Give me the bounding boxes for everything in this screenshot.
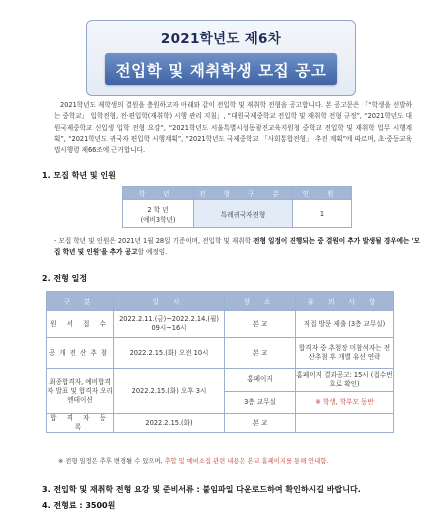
row-label: 합 격 자 등 록 bbox=[47, 414, 114, 433]
recruitment-table bbox=[122, 186, 352, 228]
schedule-footnote bbox=[58, 456, 328, 465]
section4-text: 4. 전형료 : 3500원 bbox=[42, 501, 116, 510]
recruitment-note bbox=[54, 236, 426, 258]
row-place: 본 교 bbox=[225, 414, 296, 433]
row-note: 합격자 중 추첨장 미참석자는 전산추첨 후 개별 유선 연락 bbox=[296, 338, 394, 369]
row-label: 공개전산추첨 bbox=[47, 338, 114, 369]
schedule-table-header bbox=[47, 292, 394, 311]
row-place: 본 교 bbox=[225, 338, 296, 369]
header-place: 장 소 bbox=[225, 292, 296, 311]
row-note bbox=[296, 414, 394, 433]
note-bold: 전형 일정이 진행되는 중 결원이 추가 발생될 경우에는 '모집 학년 및 인원'을 추가 공고 bbox=[54, 237, 421, 256]
table-row bbox=[47, 414, 394, 433]
intro-text: 2021학년도 재학생의 결원을 충원하고자 아래와 같이 전입학 및 재취학 전형을 공고합니다. 본 공고문은 「“학생을 선발하는 중학교」 입학전형, 전·편입학(재취학) 시행 관리 지침」, “대원국제중학교 전입학 및 재취학 전형 규정”, “2021학년도 대원국제중학교 신입생 입학 전형 요강”, “2021학년도 서울특별시성동광진교육지원청 중학교 전입학 및 재취학 업무 시행계획”, “2021학년도 귀국자 편입학 시행계획”, “2021학년도 국제중학교 「사회통합전형」 추진 계획”에 따르며, 초·중등교육법시행령 제66조에 근거합니다. bbox=[54, 101, 412, 155]
schedule-table bbox=[46, 291, 394, 433]
header-category: 구 분 bbox=[47, 292, 114, 311]
row-note: ※ 학생, 학부모 동반 bbox=[296, 391, 394, 414]
recruitment-table-header bbox=[123, 187, 352, 200]
row-place: 홈페이지 bbox=[225, 369, 296, 392]
intro-paragraph bbox=[54, 100, 412, 156]
title-year: 2021학년도 제6차 bbox=[160, 31, 282, 47]
grade-cell bbox=[123, 200, 194, 228]
row-place: 3층 교무실 bbox=[225, 391, 296, 414]
section1-title: 1. 모집 학년 및 인원 bbox=[42, 171, 116, 180]
title-banner bbox=[86, 20, 356, 96]
table-row bbox=[47, 369, 394, 392]
row-date: 2022.2.15.(화) 오후 3시 bbox=[114, 369, 225, 414]
row-note: 직접 방문 제출 (3층 교무실) bbox=[296, 311, 394, 338]
row-label: 원 서 접 수 bbox=[47, 311, 114, 338]
row-note: 홈페이지 결과공고: 15시 (접수번호로 확인) bbox=[296, 369, 394, 392]
header-type: 전 형 구 분 bbox=[194, 187, 293, 200]
row-date: 2022.2.15.(화) 오전 10시 bbox=[114, 338, 225, 369]
header-grade: 학 년 bbox=[123, 187, 194, 200]
row-label: 최종합격자, 예비합격자 발표 및 합격자 오리엔테이션 bbox=[47, 369, 114, 414]
footnote-red: 추합 및 예비소집 관련 내용은 본교 홈페이지를 통해 안내함. bbox=[164, 458, 329, 465]
page-title: 전입학 및 재취학생 모집 공고 bbox=[115, 62, 327, 80]
title-bar bbox=[105, 53, 337, 85]
footnote-prefix: ※ 전형 일정은 추후 변경될 수 있으며, bbox=[58, 458, 165, 465]
header-datetime: 일 시 bbox=[114, 292, 225, 311]
header-notes: 유 의 사 항 bbox=[296, 292, 394, 311]
grade-line1: 2 학 년 bbox=[147, 205, 169, 214]
row-date: 2022.2.15.(화) bbox=[114, 414, 225, 433]
row-place: 본 교 bbox=[225, 311, 296, 338]
section3-text: 3. 전입학 및 재취학 전형 요강 및 준비서류 : 붙임파일 다운로드하여 확인하시길 바랍니다. bbox=[42, 485, 361, 494]
count-cell: 1 bbox=[293, 200, 352, 228]
type-cell: 특례귀국자전형 bbox=[194, 200, 293, 228]
table-row bbox=[123, 200, 352, 228]
header-count: 인 원 bbox=[293, 187, 352, 200]
grade-line2: (예비3학년) bbox=[140, 215, 176, 224]
row-date: 2022.2.11.(금)~2022.2.14.(월) 09시~16시 bbox=[114, 311, 225, 338]
table-row bbox=[47, 311, 394, 338]
note-prefix: - 모집 학년 및 인원은 2021년 1월 28일 기준이며, 전입학 및 재취학 bbox=[54, 237, 254, 245]
section2-title: 2. 전형 일정 bbox=[42, 274, 88, 283]
table-row bbox=[47, 338, 394, 369]
note-suffix: 할 예정임. bbox=[137, 248, 168, 256]
